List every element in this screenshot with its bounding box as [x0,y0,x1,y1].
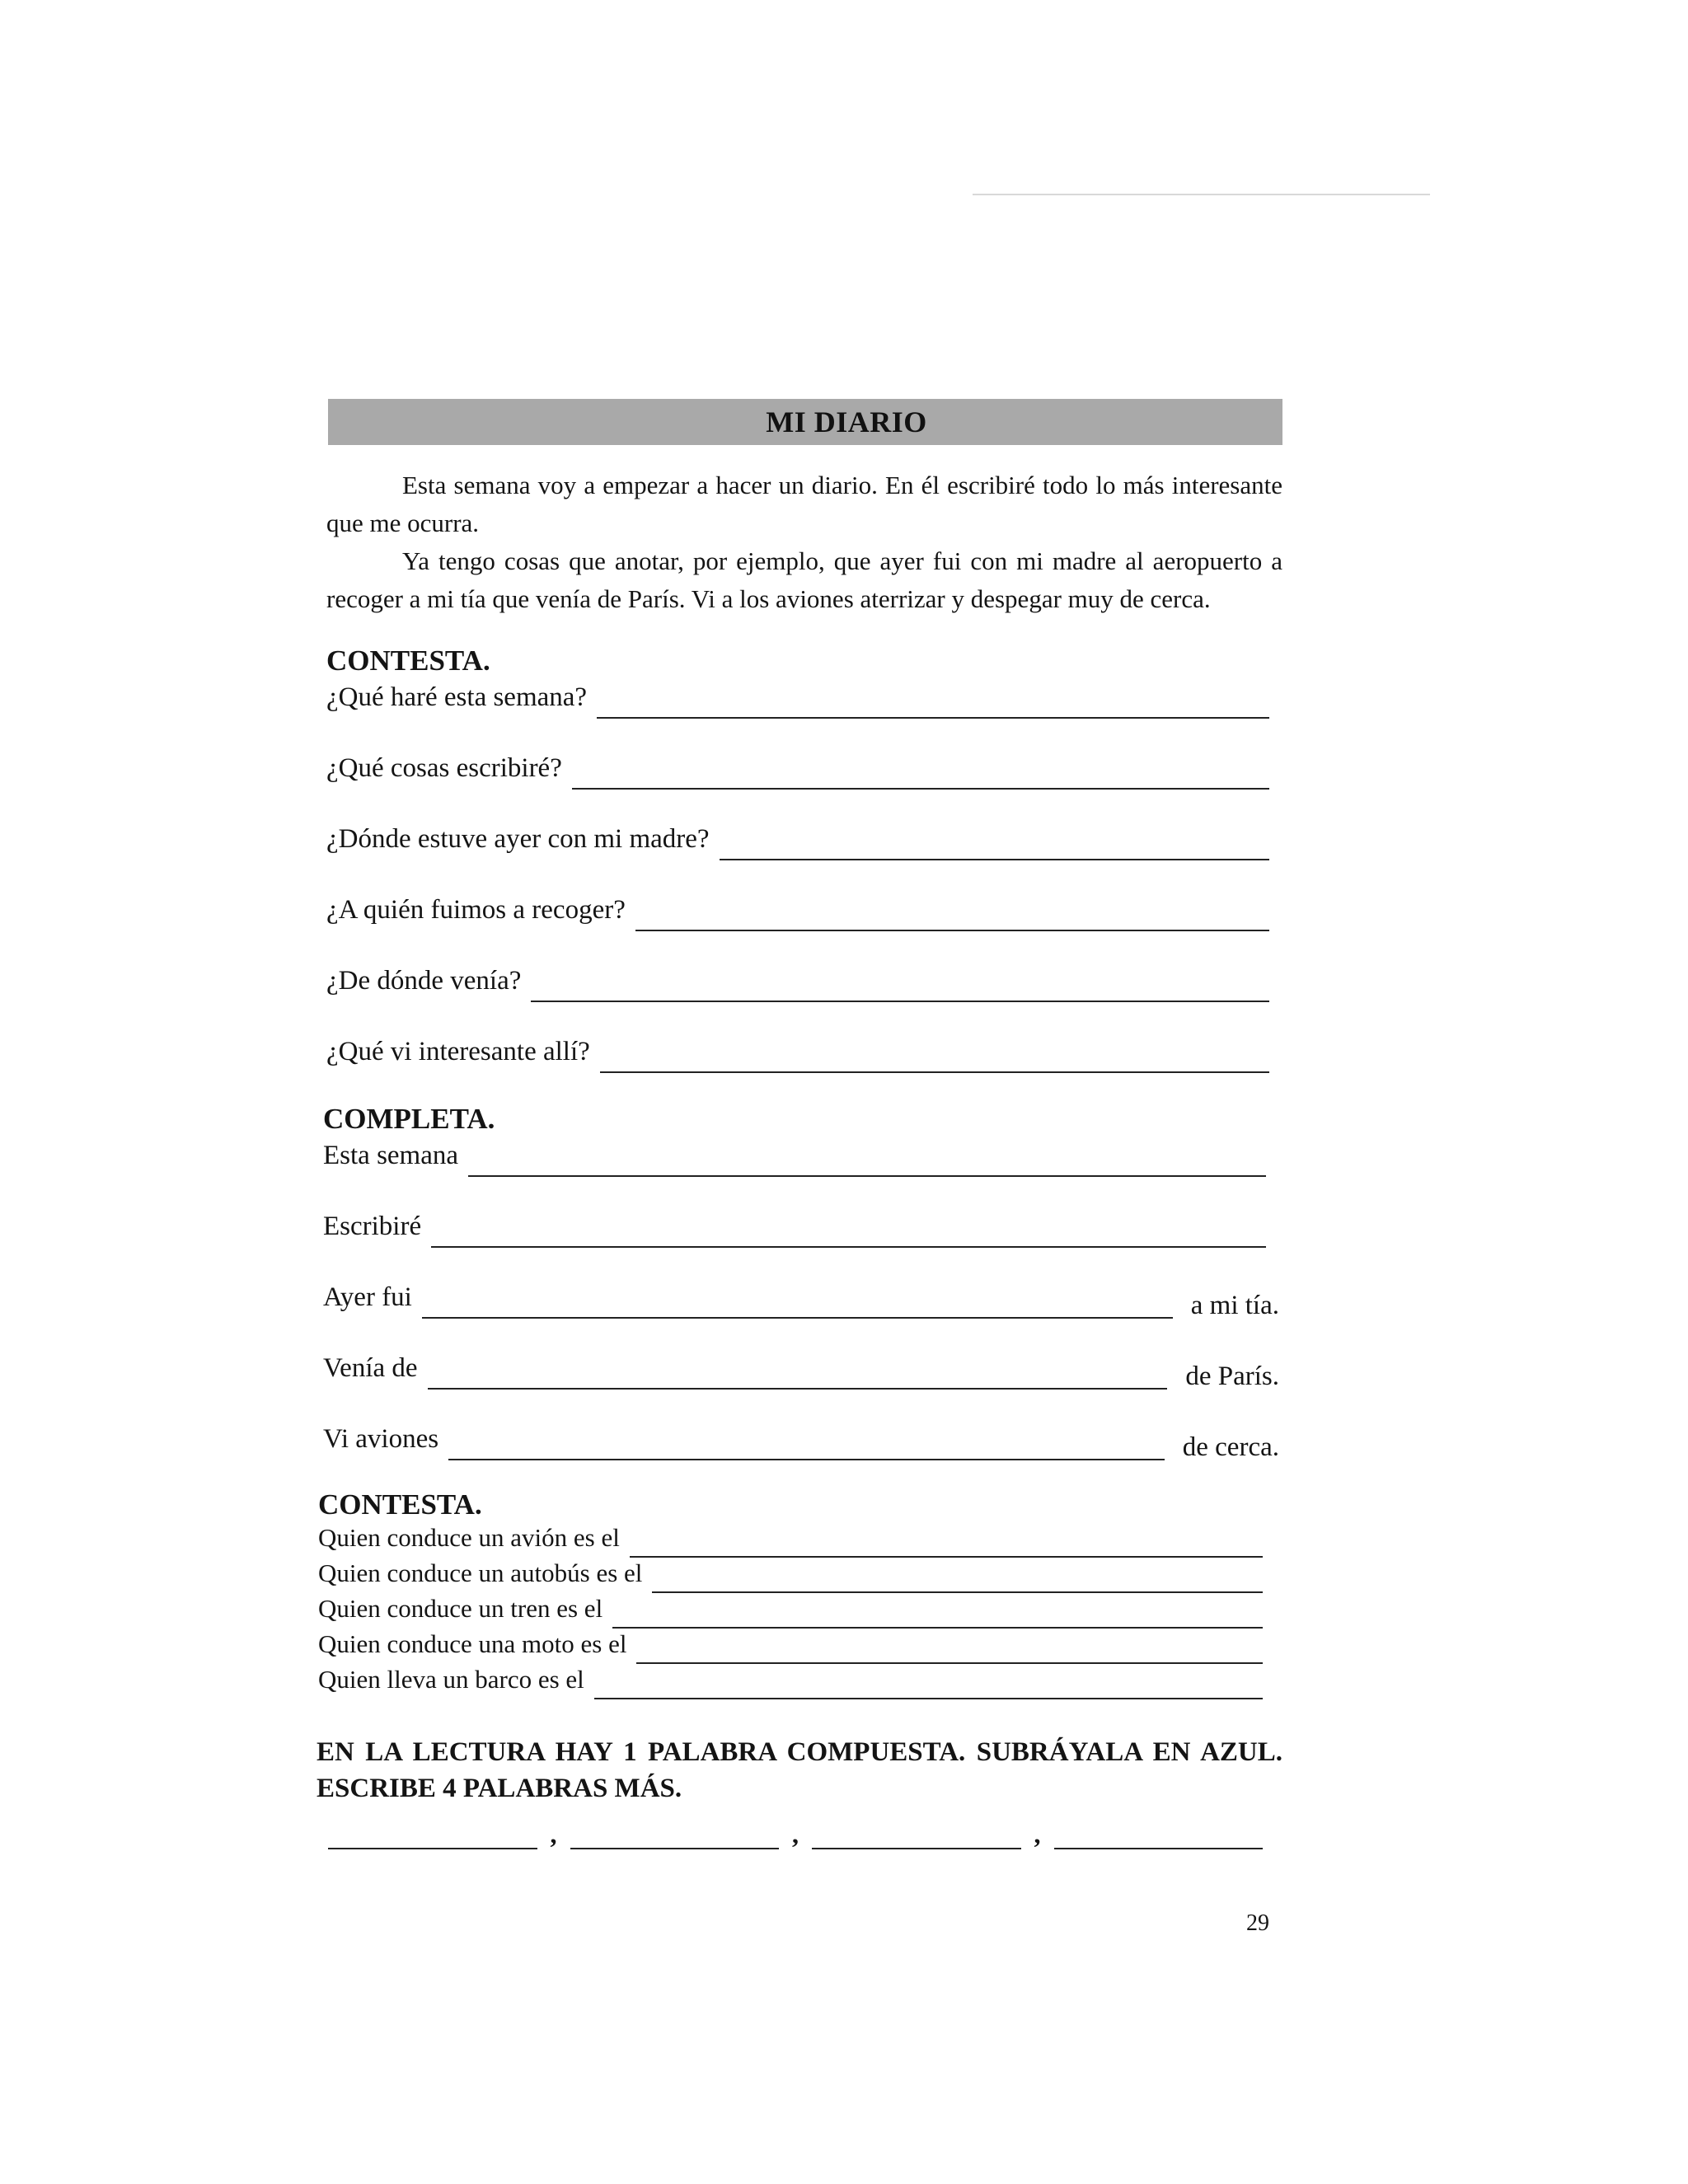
question-1-text: ¿Qué haré esta semana? [326,682,588,712]
complete-4-row [323,1348,1279,1391]
section-4-heading: EN LA LECTURA HAY 1 PALABRA COMPUESTA. SUBRÁYALA EN AZUL. ESCRIBE 4 PALABRAS MÁS. [316,1737,1282,1803]
question-3-row [326,819,1269,855]
complete-3-text: Ayer fui [323,1282,412,1312]
question-2-row [326,748,1269,785]
complete-4-blank[interactable] [428,1360,1168,1390]
complete-1-text: Esta semana [323,1141,459,1170]
question-3-text: ¿Dónde estuve ayer con mi madre? [326,824,710,854]
driver-4-text: Quien conduce una moto es el [318,1629,627,1658]
separator-1: , [550,1819,557,1849]
driver-1-blank[interactable] [630,1528,1263,1558]
complete-2-text: Escribiré [323,1212,422,1241]
section-1-heading: CONTESTA. [326,644,490,677]
separator-2: , [792,1819,799,1849]
answer-6-blank[interactable] [600,1043,1269,1073]
page-title: MI DIARIO [766,405,927,438]
question-6-text: ¿Qué vi interesante allí? [326,1037,590,1066]
reading-paragraph-1: Esta semana voy a empezar a hacer un diario. En él escribiré todo lo más interesante que me ocurra. [326,471,1282,537]
driver-3-row [318,1592,1263,1625]
answer-3-blank[interactable] [720,831,1269,860]
answer-5-blank[interactable] [531,972,1269,1002]
title-bar [328,399,1282,445]
reading-passage [326,466,1282,618]
driver-1-text: Quien conduce un avión es el [318,1523,620,1552]
compound-word-blanks [328,1813,1263,1849]
complete-4-text: Venía de [323,1353,418,1383]
question-2-text: ¿Qué cosas escribiré? [326,753,562,783]
question-5-text: ¿De dónde venía? [326,966,522,996]
driver-5-text: Quien lleva un barco es el [318,1665,584,1694]
section-2-heading: COMPLETA. [323,1103,495,1135]
complete-3-row [323,1277,1279,1320]
driver-3-text: Quien conduce un tren es el [318,1594,603,1623]
page-number: 29 [1246,1910,1269,1936]
driver-5-blank[interactable] [594,1670,1263,1699]
complete-1-blank[interactable] [468,1147,1266,1177]
complete-2-row [323,1207,1266,1243]
question-4-row [326,890,1269,926]
complete-3-blank[interactable] [422,1289,1173,1319]
complete-3-suffix: a mi tía. [1190,1291,1279,1320]
reading-paragraph-2: Ya tengo cosas que anotar, por ejemplo, que ayer fui con mi madre al aeropuerto a recoger a mi tía que venía de París. Vi a los aviones aterrizar y despegar muy de cerca. [326,546,1282,613]
question-1-row [326,677,1269,714]
driver-2-blank[interactable] [652,1563,1263,1593]
driver-4-blank[interactable] [636,1634,1263,1664]
complete-1-row [323,1136,1266,1172]
complete-4-suffix: de París. [1185,1361,1279,1391]
word-blank-4[interactable] [1054,1820,1264,1849]
word-blank-1[interactable] [328,1820,537,1849]
driver-2-text: Quien conduce un autobús es el [318,1558,643,1587]
answer-1-blank[interactable] [597,689,1269,719]
driver-2-row [318,1557,1263,1590]
question-4-text: ¿A quién fuimos a recoger? [326,895,626,925]
driver-3-blank[interactable] [612,1599,1263,1629]
complete-5-suffix: de cerca. [1182,1432,1279,1462]
complete-5-row [323,1419,1279,1462]
separator-3: , [1034,1819,1041,1849]
section-3-heading: CONTESTA. [318,1488,482,1521]
driver-4-row [318,1628,1263,1661]
driver-1-row [318,1521,1263,1554]
question-6-row [326,1032,1269,1068]
word-blank-3[interactable] [812,1820,1021,1849]
question-5-row [326,961,1269,997]
top-rule [973,194,1430,195]
complete-5-text: Vi aviones [323,1424,439,1454]
complete-2-blank[interactable] [431,1218,1266,1248]
answer-2-blank[interactable] [572,760,1269,790]
complete-5-blank[interactable] [448,1431,1165,1460]
answer-4-blank[interactable] [635,902,1269,931]
word-blank-2[interactable] [570,1820,780,1849]
driver-5-row [318,1663,1263,1696]
